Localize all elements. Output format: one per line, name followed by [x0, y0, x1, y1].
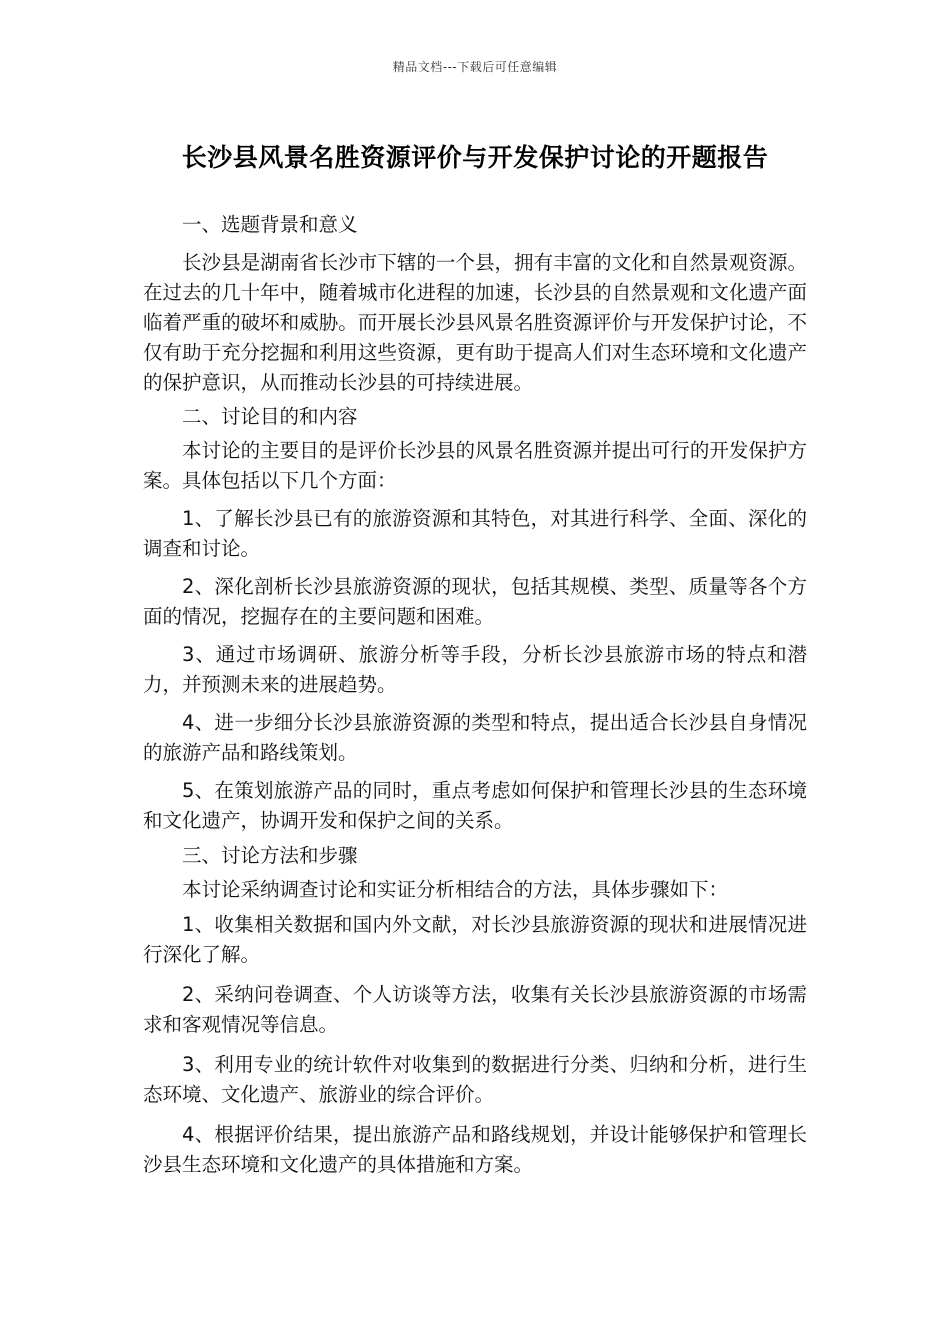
section-heading-1: 一、选题背景和意义	[182, 213, 358, 236]
list-item-purpose-5: 5、在策划旅游产品的同时，重点考虑如何保护和管理长沙县的生态环境和文化遗产，协调开发和保护之间的关系。	[143, 779, 807, 832]
section-heading-3: 三、讨论方法和步骤	[182, 844, 358, 867]
paragraph-purpose: 本讨论的主要目的是评价长沙县的风景名胜资源并提出可行的开发保护方案。具体包括以下几个方面：	[143, 439, 807, 492]
list-item-purpose-3: 3、通过市场调研、旅游分析等手段，分析长沙县旅游市场的特点和潜力，并预测未来的进展趋势。	[143, 643, 807, 696]
document-body	[143, 210, 807, 1180]
list-item-step-2: 2、采纳问卷调查、个人访谈等方法，收集有关长沙县旅游资源的市场需求和客观情况等信息。	[143, 983, 807, 1036]
list-item-purpose-4: 4、进一步细分长沙县旅游资源的类型和特点，提出适合长沙县自身情况的旅游产品和路线策划。	[143, 711, 807, 764]
list-item-purpose-2: 2、深化剖析长沙县旅游资源的现状，包括其规模、类型、质量等各个方面的情况，挖掘存在的主要问题和困难。	[143, 575, 807, 628]
paragraph-method: 本讨论采纳调查讨论和实证分析相结合的方法，具体步骤如下：	[182, 878, 729, 901]
document-header-note: 精品文档---下载后可任意编辑	[392, 60, 558, 74]
list-item-step-4: 4、根据评价结果，提出旅游产品和路线规划，并设计能够保护和管理长沙县生态环境和文化遗产的具体措施和方案。	[143, 1123, 807, 1176]
paragraph-background: 长沙县是湖南省长沙市下辖的一个县，拥有丰富的文化和自然景观资源。在过去的几十年中，随着城市化进程的加速，长沙县的自然景观和文化遗产面临着严重的破坏和威胁。而开展长沙县风景名胜资源评价与开发保护讨论，不仅有助于充分挖掘和利用这些资源，更有助于提高人们对生态环境和文化遗产的保护意识，从而推动长沙县的可持续进展。	[143, 251, 807, 394]
section-heading-2: 二、讨论目的和内容	[182, 405, 358, 428]
list-item-step-3: 3、利用专业的统计软件对收集到的数据进行分类、归纳和分析，进行生态环境、文化遗产、旅游业的综合评价。	[143, 1053, 807, 1106]
list-item-step-1: 1、收集相关数据和国内外文献，对长沙县旅游资源的现状和进展情况进行深化了解。	[143, 913, 807, 966]
document-title: 长沙县风景名胜资源评价与开发保护讨论的开题报告	[181, 143, 769, 172]
list-item-purpose-1: 1、了解长沙县已有的旅游资源和其特色，对其进行科学、全面、深化的调查和讨论。	[143, 507, 807, 560]
